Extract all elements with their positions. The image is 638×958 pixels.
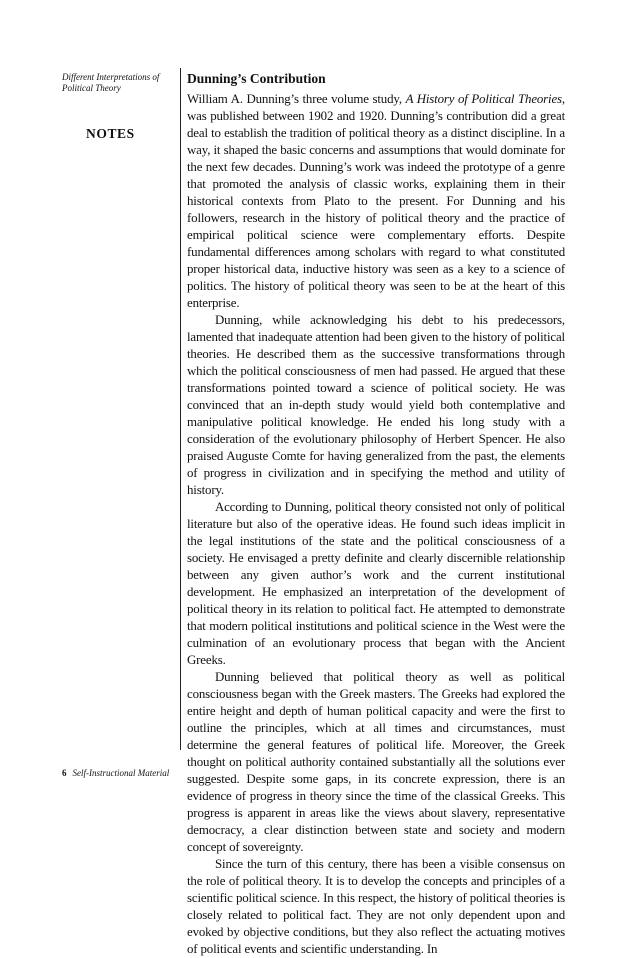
footer-text: Self-Instructional Material [72,768,170,778]
paragraph-3: According to Dunning, political theory consisted not only of political literature but also of the operative ideas. He found such ideas implicit in the legal institutions of the state and the political consciousness of a society. He envisaged a pretty definite and clearly discernible relationship between any given author’s work and the current institutional development. He emphasized an interpretation of the development of political theory in its relation to political fact. He attempted to demonstrate that modern political institutions and political science in the West were the culmination of an evolutionary process that began with the Ancient Greeks. [187,500,565,667]
paragraph-2: Dunning, while acknowledging his debt to his predecessors, lamented that inadequate attention had been given to the history of political theories. He described them as the successive transformations through which the political consciousness of men had passed. He argued that these transformations pointed toward a science of political society. He was convinced that an in-depth study would yield both contemplative and manipulative political knowledge. He ended his long study with a consideration of the evolutionary philosophy of Herbert Spencer. He also praised Auguste Comte for having generalized from the past, the elements of progress in civilization and in specifying the method and utility of history. [187,313,565,497]
paragraph-5: Since the turn of this century, there has been a visible consensus on the role of political theory. It is to develop the concepts and principles of a scientific political science. In this respect, the history of political theories is closely related to political fact. They are not only dependent upon and evoked by objective conditions, but they also reflect the actuating motives of political events and scientific understanding. In [187,857,565,956]
book-title: A History of Political Theories [405,92,562,106]
page-footer [62,768,169,778]
notes-label: NOTES [86,126,135,141]
running-head: Different Interpretations of Political Theory [62,72,160,93]
margin-divider [180,68,181,750]
main-content [187,70,565,958]
paragraph-4: Dunning believed that political theory as well as political consciousness began with the Greek masters. The Greeks had explored the entire height and depth of human political capacity and were the first to outline the principles, which at all times and circumstances, must determine the general features of political life. Moreover, the Greek thought on political authority contained substantially all the solutions ever suggested. Despite some gaps, in its concrete expression, there is an evidence of progress in theory since the time of the classical Greeks. This progress is apparent in areas like the views about slavery, representative democracy, a clear distinction between state and society and modern concept of sovereignty. [187,670,565,854]
paragraph-1 [187,91,565,312]
paragraph-1-lead: William A. Dunning’s three volume study, [187,92,406,106]
paragraph-1-rest: , was published between 1902 and 1920. Dunning’s contribution did a great deal to establish the tradition of political theory as a distinct discipline. In a way, it shaped the basic concerns and assumptions that would dominate for the next few decades. Dunning’s work was indeed the prototype of a genre that promoted the analysis of classic works, explaining them in their historical contexts from Plato to the present. For Dunning and his followers, research in the history of political theory and the practice of empirical political science were complementary efforts. Despite fundamental differences among scholars with regard to what constituted proper historical data, inductive history was seen as a key to a science of politics. The history of political theory was seen to be at the heart of this enterprise. [187,92,565,310]
page-number: 6 [62,768,67,778]
section-title: Dunning’s Contribution [187,71,326,86]
